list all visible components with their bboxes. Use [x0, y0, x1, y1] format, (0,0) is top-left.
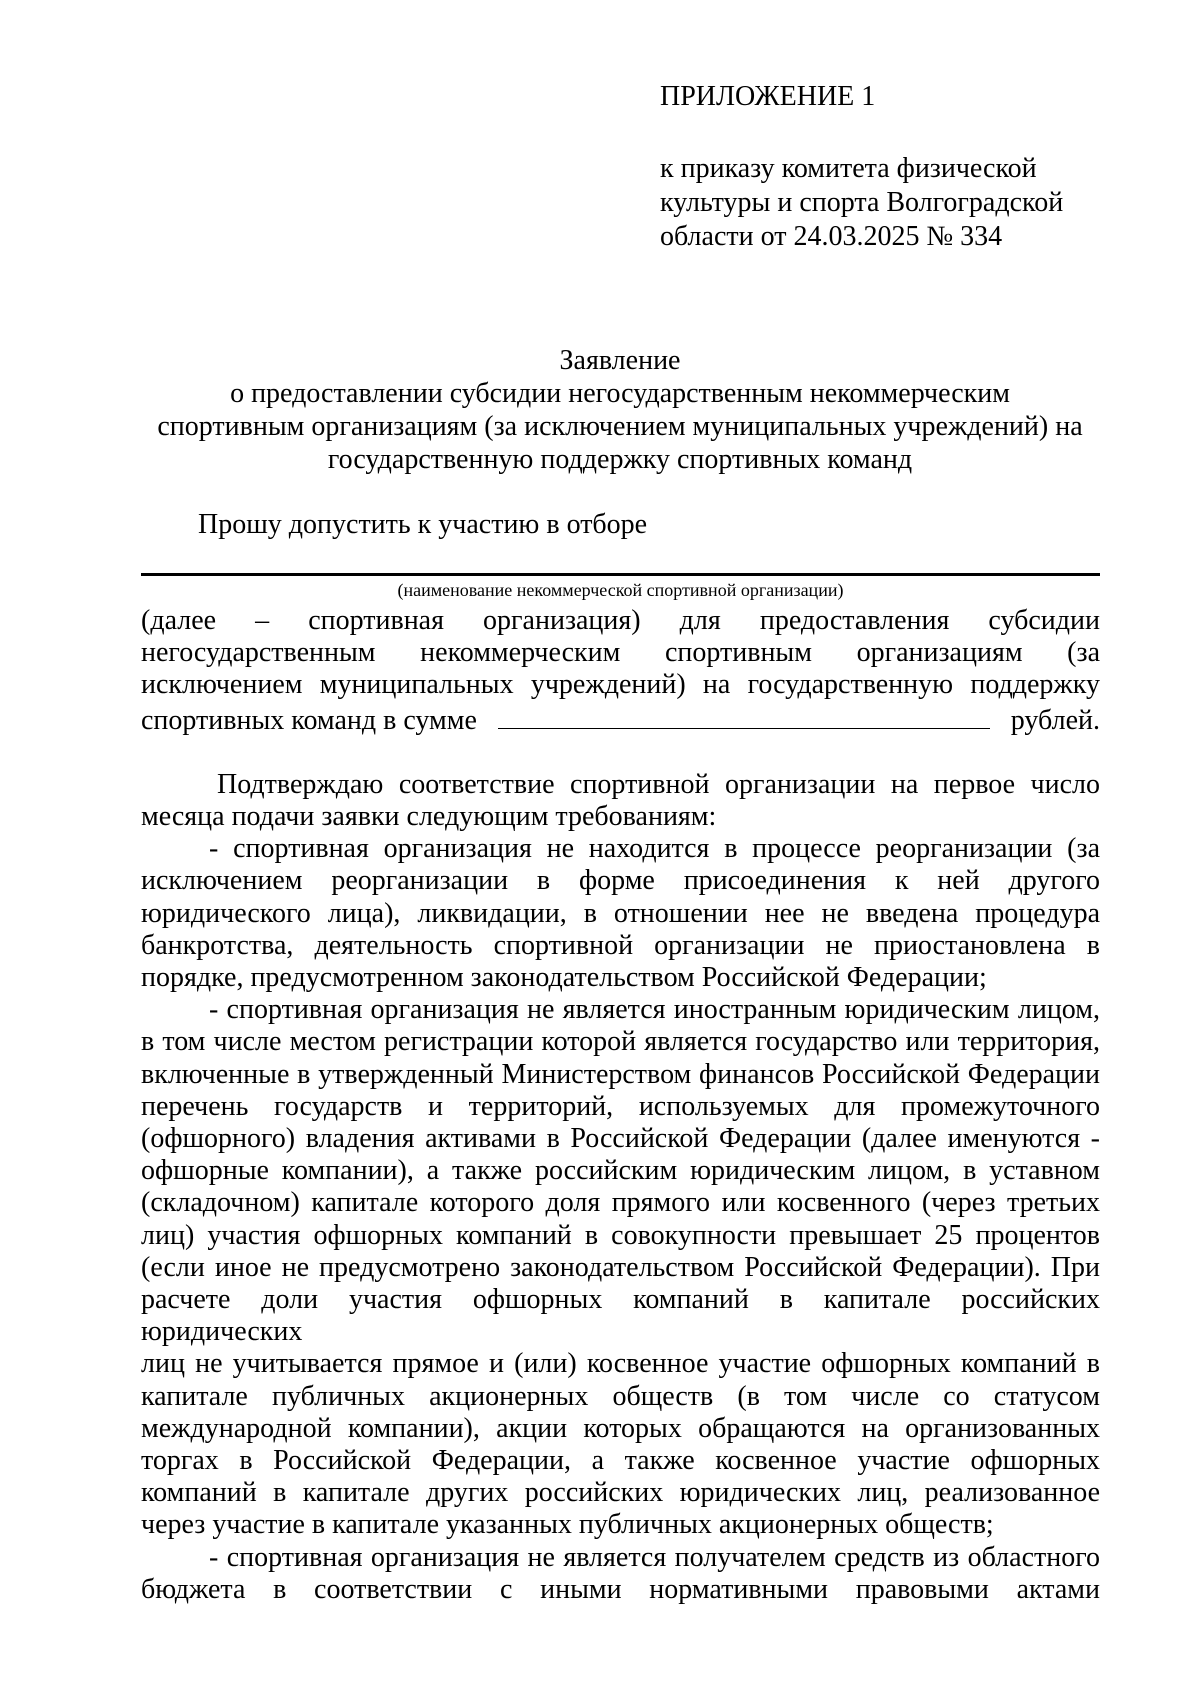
body-line: лиц не учитывается прямое и (или) косвенное участие офшорных компаний в: [141, 1348, 1100, 1380]
body-line: - спортивная организация не находится в процессе реорганизации (за: [209, 833, 1100, 865]
title-line: спортивным организациям (за исключением муниципальных учреждений) на: [157, 411, 1083, 442]
body-line: международной компании), акции которых обращаются на организованных: [141, 1412, 1100, 1444]
appendix-line: области от 24.03.2025 № 334: [660, 221, 1003, 252]
body-line: Подтверждаю соответствие спортивной организации на первое число: [217, 768, 1100, 800]
body-line: капитале публичных акционерных обществ (в том числе со статусом: [141, 1380, 1100, 1412]
body-line: (складочном) капитале которого доля прямого или косвенного (через третьих: [141, 1187, 1100, 1219]
document-body: [141, 605, 1100, 1606]
body-line: исключением реорганизации в форме присоединения к ней другого: [141, 865, 1100, 897]
body-line: торгах в Российской Федерации, а также косвенное участие офшорных: [141, 1445, 1100, 1477]
body-line: исключением муниципальных учреждений) на государственную поддержку: [141, 669, 1100, 701]
request-text: Прошу допустить к участию в отборе: [198, 509, 648, 540]
body-line: юридического лица), ликвидации, в отношении нее не введена процедура: [141, 897, 1100, 929]
body-line: бюджета в соответствии с иными нормативными правовыми актами: [141, 1573, 1100, 1605]
appendix-line: к приказу комитета физической: [660, 153, 1037, 184]
body-line: включенные в утвержденный Министерством финансов Российской Федерации: [141, 1058, 1100, 1090]
body-line: в том числе местом регистрации которой является государство или территория,: [141, 1026, 1100, 1058]
body-line: (офшорного) владения активами в Российской Федерации (далее именуются -: [141, 1123, 1100, 1155]
body-line: (далее – спортивная организация) для предоставления субсидии: [141, 605, 1100, 636]
body-line: банкротства, деятельность спортивной организации не приостановлена в: [141, 929, 1100, 961]
body-line: порядке, предусмотренном законодательством Российской Федерации;: [141, 962, 987, 994]
title-line: Заявление: [559, 345, 681, 376]
title-line: государственную поддержку спортивных команд: [327, 444, 913, 475]
sum-suffix: рублей.: [1010, 704, 1100, 736]
body-line: компаний в капитале других российских юридических лиц, реализованное: [141, 1477, 1100, 1509]
appendix-block: [660, 80, 1140, 254]
sum-row: [141, 702, 1100, 737]
body-line: - спортивная организация не является иностранным юридическим лицом,: [209, 994, 1100, 1026]
body-line: перечень государств и территорий, используемых для промежуточного: [141, 1090, 1100, 1122]
body-line: офшорные компании), а также российским юридическим лицом, в уставном: [141, 1155, 1100, 1187]
body-line: расчете доли участия офшорных компаний в капитале российских юридических: [141, 1284, 1100, 1348]
body-line: негосударственным некоммерческим спортивным организациям (за: [141, 637, 1100, 669]
sum-amount-field[interactable]: [498, 702, 990, 729]
body-line: лиц) участия офшорных компаний в совокупности превышает 25 процентов: [141, 1219, 1100, 1251]
body-line: - спортивная организация не является получателем средств из областного: [209, 1541, 1100, 1573]
appendix-heading: ПРИЛОЖЕНИЕ 1: [660, 81, 876, 112]
body-line: (если иное не предусмотрено законодательством Российской Федерации). При: [141, 1251, 1100, 1283]
appendix-line: культуры и спорта Волгоградской: [660, 187, 1064, 218]
organization-name-caption: (наименование некоммерческой спортивной организации): [397, 580, 844, 600]
body-line: через участие в капитале указанных публичных акционерных обществ;: [141, 1509, 994, 1541]
organization-name-field[interactable]: [141, 573, 1100, 576]
title-line: о предоставлении субсидии негосударственным некоммерческим: [230, 378, 1010, 409]
document-title: [140, 344, 1100, 476]
sum-prefix: спортивных команд в сумме: [141, 704, 477, 736]
body-line: месяца подачи заявки следующим требованиям:: [141, 801, 717, 833]
